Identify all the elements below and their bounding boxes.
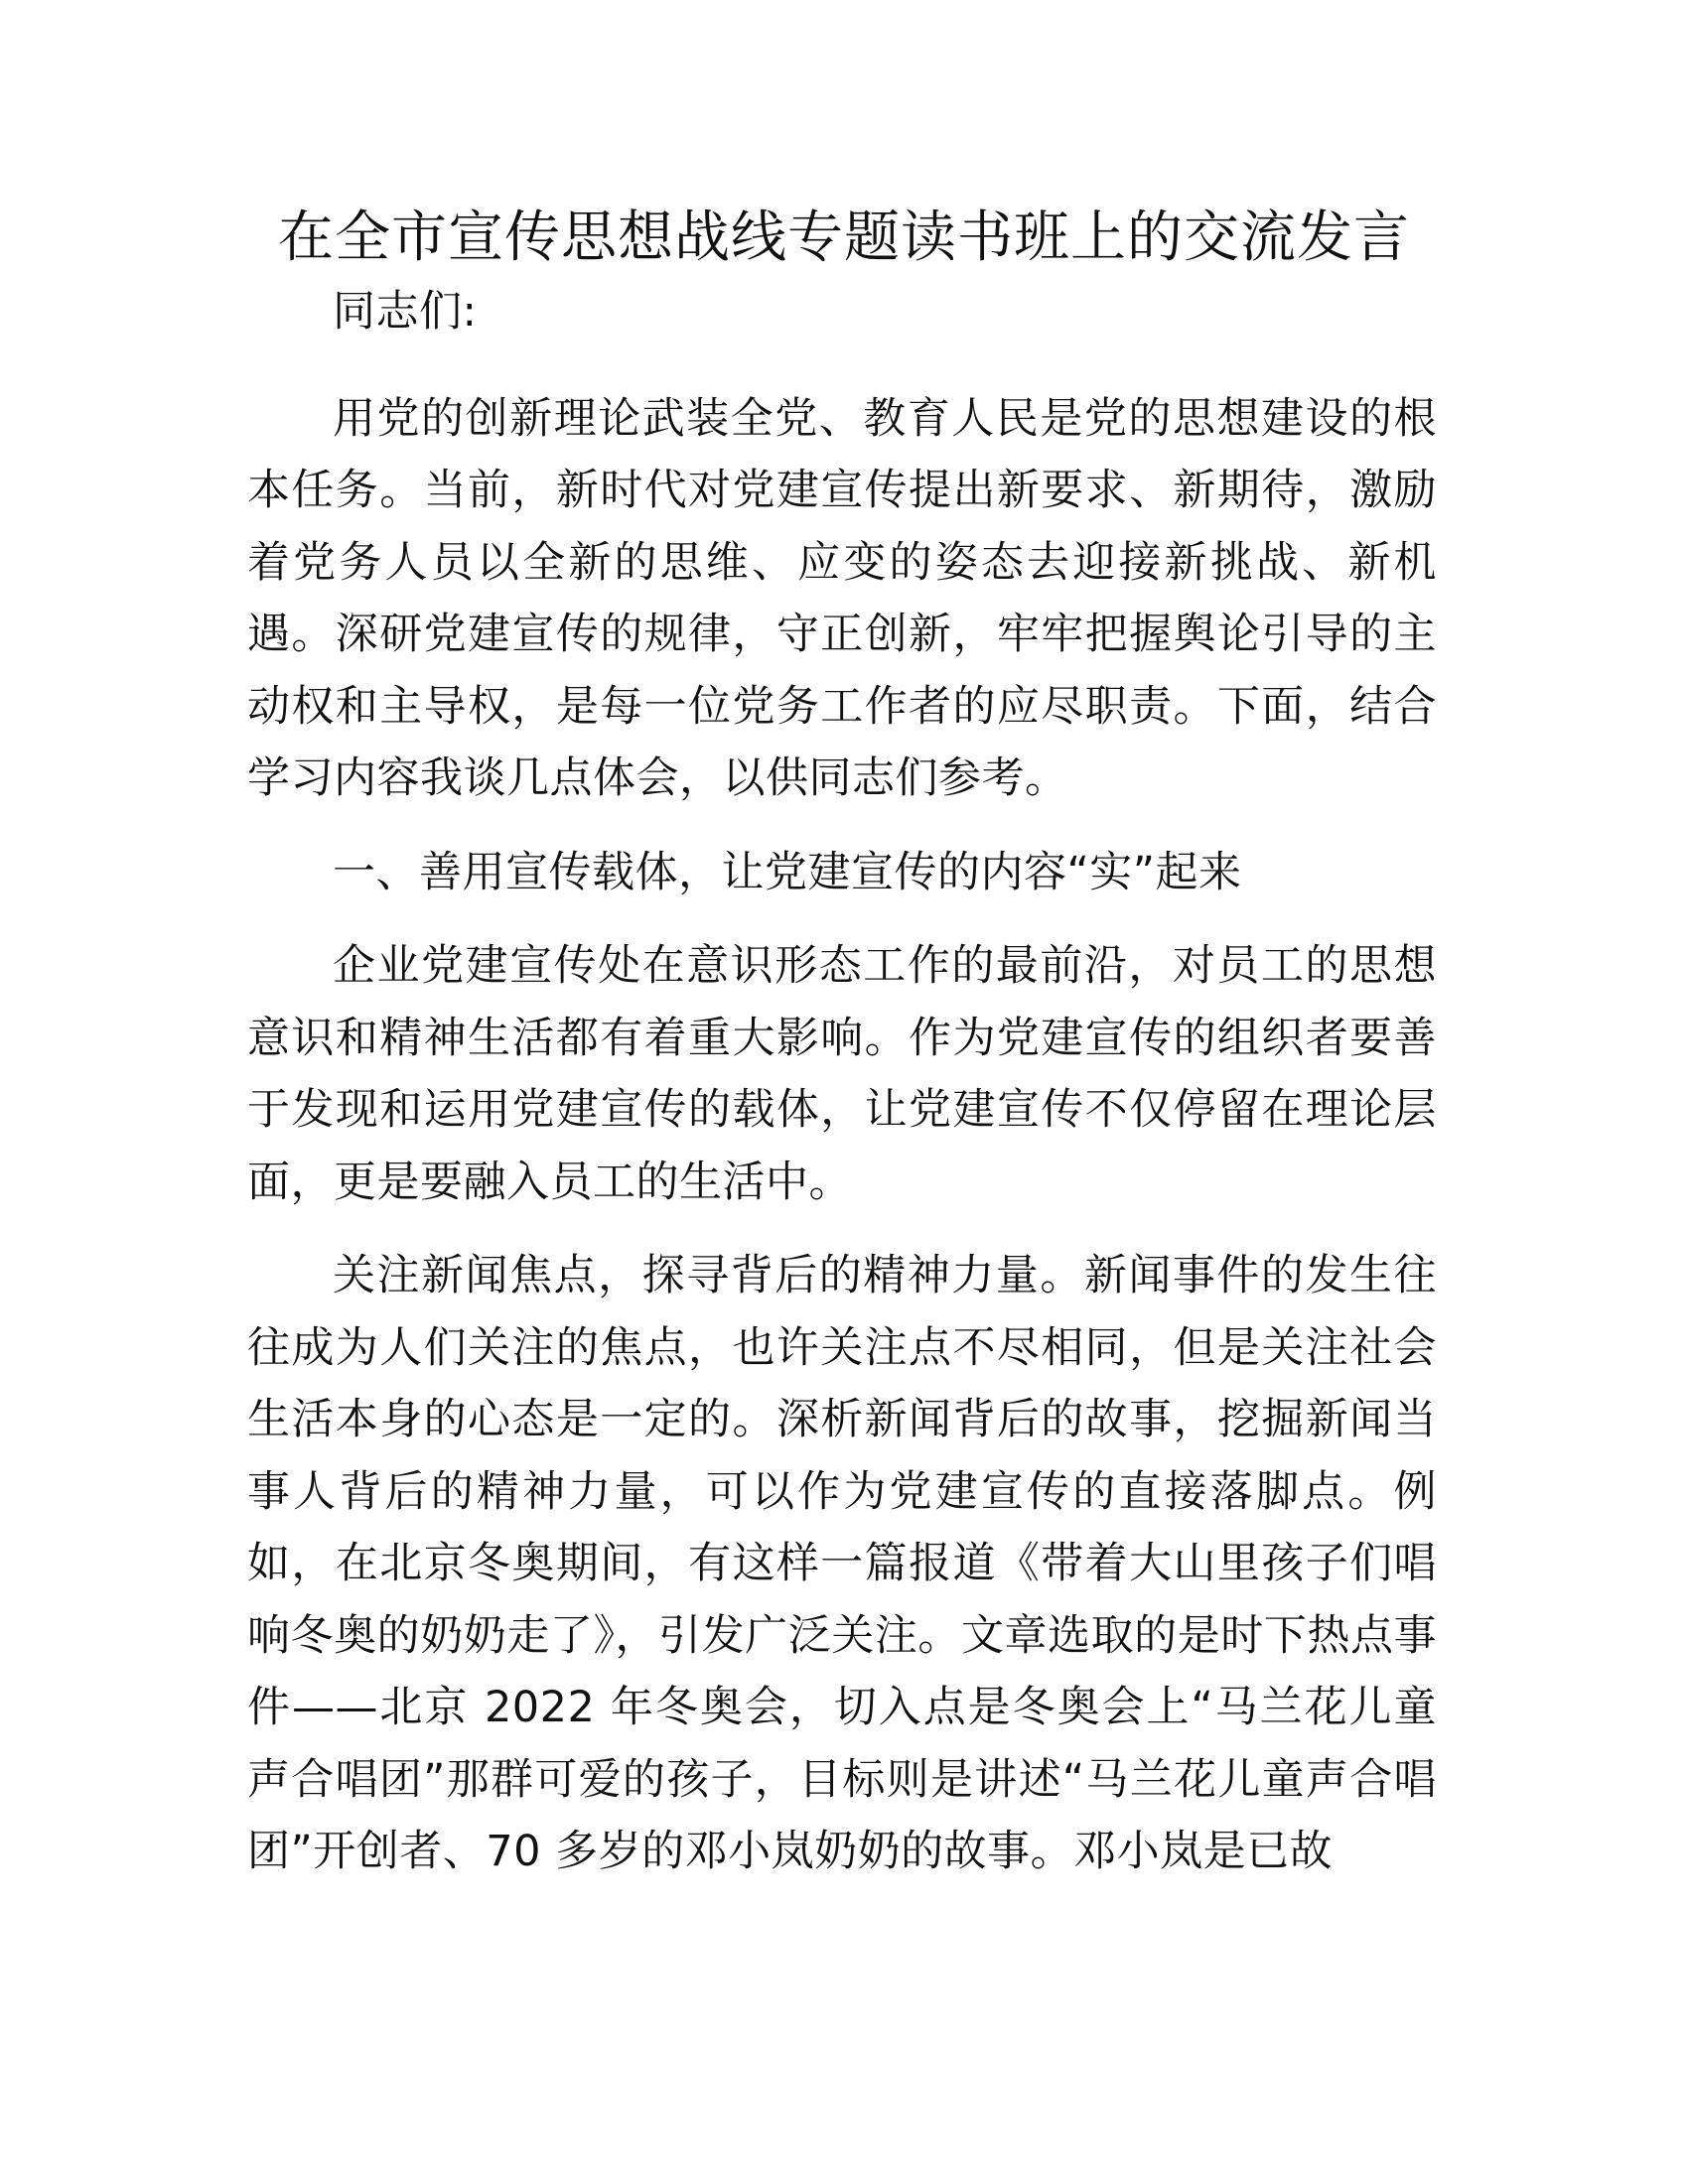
section-heading-1: 一、善用宣传载体，让党建宣传的内容“实”起来 [333, 847, 1242, 897]
document-body [247, 276, 1437, 1888]
greeting: 同志们: [333, 287, 478, 337]
body-paragraph: 关注新闻焦点，探寻背后的精神力量。新闻事件的发生往往成为人们关注的焦点，也许关注点不尽相同，但是关注社会生活本身的心态是一定的。深析新闻背后的故事，挖掘新闻当事人背后的精神力量，可以作为党建宣传的直接落脚点。例如，在北京冬奥期间，有这样一篇报道《带着大山里孩子们唱响冬奥的奶奶走了》，引发广泛关注。文章选取的是时下热点事件——北京 2022 年冬奥会，切入点是冬奥会上“马兰花儿童声合唱团”那群可爱的孩子，目标则是讲述“马兰花儿童声合唱团”开创者、70 多岁的邓小岚奶奶的故事。邓小岚是已故 [247, 1251, 1437, 1876]
document-title: 在全市宣传思想战线专题读书班上的交流发言 [278, 205, 1410, 270]
body-paragraph: 企业党建宣传处在意识形态工作的最前沿，对员工的思想意识和精神生活都有着重大影响。作为党建宣传的组织者要善于发现和运用党建宣传的载体，让党建宣传不仅停留在理论层面，更是要融入员工的生活中。 [247, 941, 1437, 1207]
intro-paragraph: 用党的创新理论武装全党、教育人民是党的思想建设的根本任务。当前，新时代对党建宣传提出新要求、新期待，激励着党务人员以全新的思维、应变的姿态去迎接新挑战、新机遇。深研党建宣传的规律，守正创新，牢牢把握舆论引导的主动权和主导权，是每一位党务工作者的应尽职责。下面，结合学习内容我谈几点体会，以供同志们参考。 [247, 393, 1437, 803]
